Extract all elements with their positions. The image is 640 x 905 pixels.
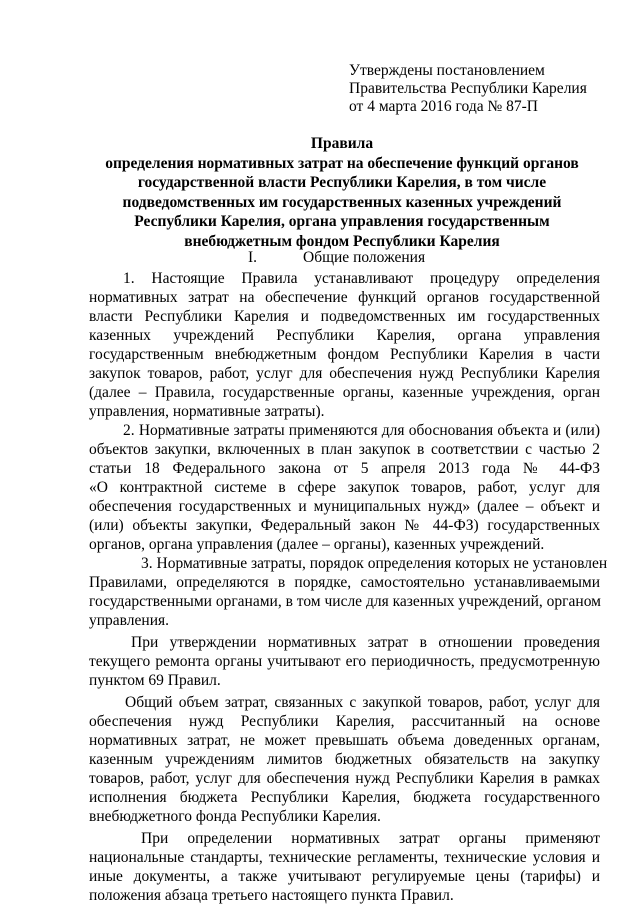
title-line: Республики Карелия, органа управления государственным [134, 213, 550, 230]
text-line: объектов закупки, включенных в план закупок в соответствии с частью 2 [89, 441, 600, 458]
text-line: внебюджетного фонда Республики Карелия. [89, 808, 381, 825]
title-line: определения нормативных затрат на обеспечение функций органов [105, 154, 579, 172]
approval-line-3: от 4 марта 2016 года № 87-П [349, 98, 538, 115]
text-line: обеспечения нужд Республики Карелия, рассчитанный на основе [89, 713, 600, 730]
text-line: государственными органами, в том числе для казенных учреждений, органом [89, 593, 601, 610]
text-line: 3. Нормативные затраты, порядок определения которых не установлен [141, 555, 608, 572]
text-line: казенным учреждениям лимитов бюджетных обязательств на закупку [89, 751, 600, 768]
title-line: подведомственных им государственных казенных учреждений [122, 193, 562, 211]
approval-line-2: Правительства Республики Карелия [349, 80, 587, 97]
section-name: Общие положения [303, 249, 426, 266]
text-line: иные документы, а также учитывают регулируемые цены (тарифы) и [89, 868, 600, 885]
text-line: нормативных затрат на обеспечение функций органов государственной [89, 289, 600, 306]
text-line: При утверждении нормативных затрат в отношении проведения [131, 634, 600, 651]
text-line: (далее – Правила, государственные органы, казенные учреждения, орган [89, 384, 600, 401]
text-line: пунктом 69 Правил. [89, 672, 221, 689]
text-line: закупок товаров, работ, услуг для обеспечения нужд Республики Карелия [89, 365, 600, 382]
paragraph-6 [89, 829, 600, 905]
title-line: внебюджетным фондом Республики Карелия [184, 232, 500, 250]
paragraph-4 [89, 633, 600, 690]
text-line: управления, нормативные затраты). [89, 403, 325, 420]
text-line: управления. [89, 612, 169, 629]
text-line: «О контрактной системе в сфере закупок товаров, работ, услуг для [89, 479, 600, 496]
text-line: Правилами, определяются в порядке, самостоятельно устанавливаемыми [89, 574, 600, 591]
text-line: положения абзаца третьего настоящего пункта Правил. [89, 887, 454, 904]
section-number: I. [248, 249, 258, 266]
text-line: исполнения бюджета Республики Карелия, бюджета государственного [89, 789, 600, 806]
document-title [84, 134, 600, 251]
document-body [89, 269, 608, 905]
approval-line-1: Утверждены постановлением [349, 62, 545, 79]
text-line: 1. Настоящие Правила устанавливают процедуру определения [123, 270, 600, 287]
paragraph-5 [89, 693, 600, 826]
paragraph-2 [89, 421, 600, 554]
paragraph-1 [89, 269, 600, 421]
text-line: органов, органа управления (далее – органы), казенных учреждений. [89, 536, 545, 553]
text-line: 2. Нормативные затраты применяются для обоснования объекта и (или) [123, 422, 600, 439]
text-line: нормативных затрат, не может превышать объема доведенных органам, [89, 732, 600, 749]
text-line: текущего ремонта органы учитывают его периодичность, предусмотренную [89, 653, 600, 670]
text-line: казенных учреждений Республики Карелия, органа управления [89, 327, 600, 344]
approval-stamp [349, 62, 587, 116]
text-line: власти Республики Карелия и подведомственных им государственных [89, 308, 600, 325]
text-line: Общий объем затрат, связанных с закупкой товаров, работ, услуг для [125, 694, 600, 711]
title-line: государственной власти Республики Карелия, в том числе [137, 174, 547, 191]
text-line: товаров, работ, услуг для обеспечения нужд Республики Карелия в рамках [89, 770, 600, 787]
title-heading: Правила [310, 135, 374, 152]
text-line: При определении нормативных затрат органы применяют [141, 830, 600, 847]
text-line: обеспечения государственных и муниципальных нужд» (далее – объект и [89, 498, 600, 515]
text-line: национальные стандарты, технические регламенты, технические условия и [89, 849, 600, 866]
text-line: государственным внебюджетным фондом Республики Карелия в части [89, 346, 600, 363]
text-line: статьи 18 Федерального закона от 5 апреля 2013 года № 44-ФЗ [89, 460, 600, 477]
paragraph-3 [89, 554, 608, 630]
text-line: (или) объекты закупки, Федеральный закон № 44-ФЗ) государственных [89, 517, 600, 534]
